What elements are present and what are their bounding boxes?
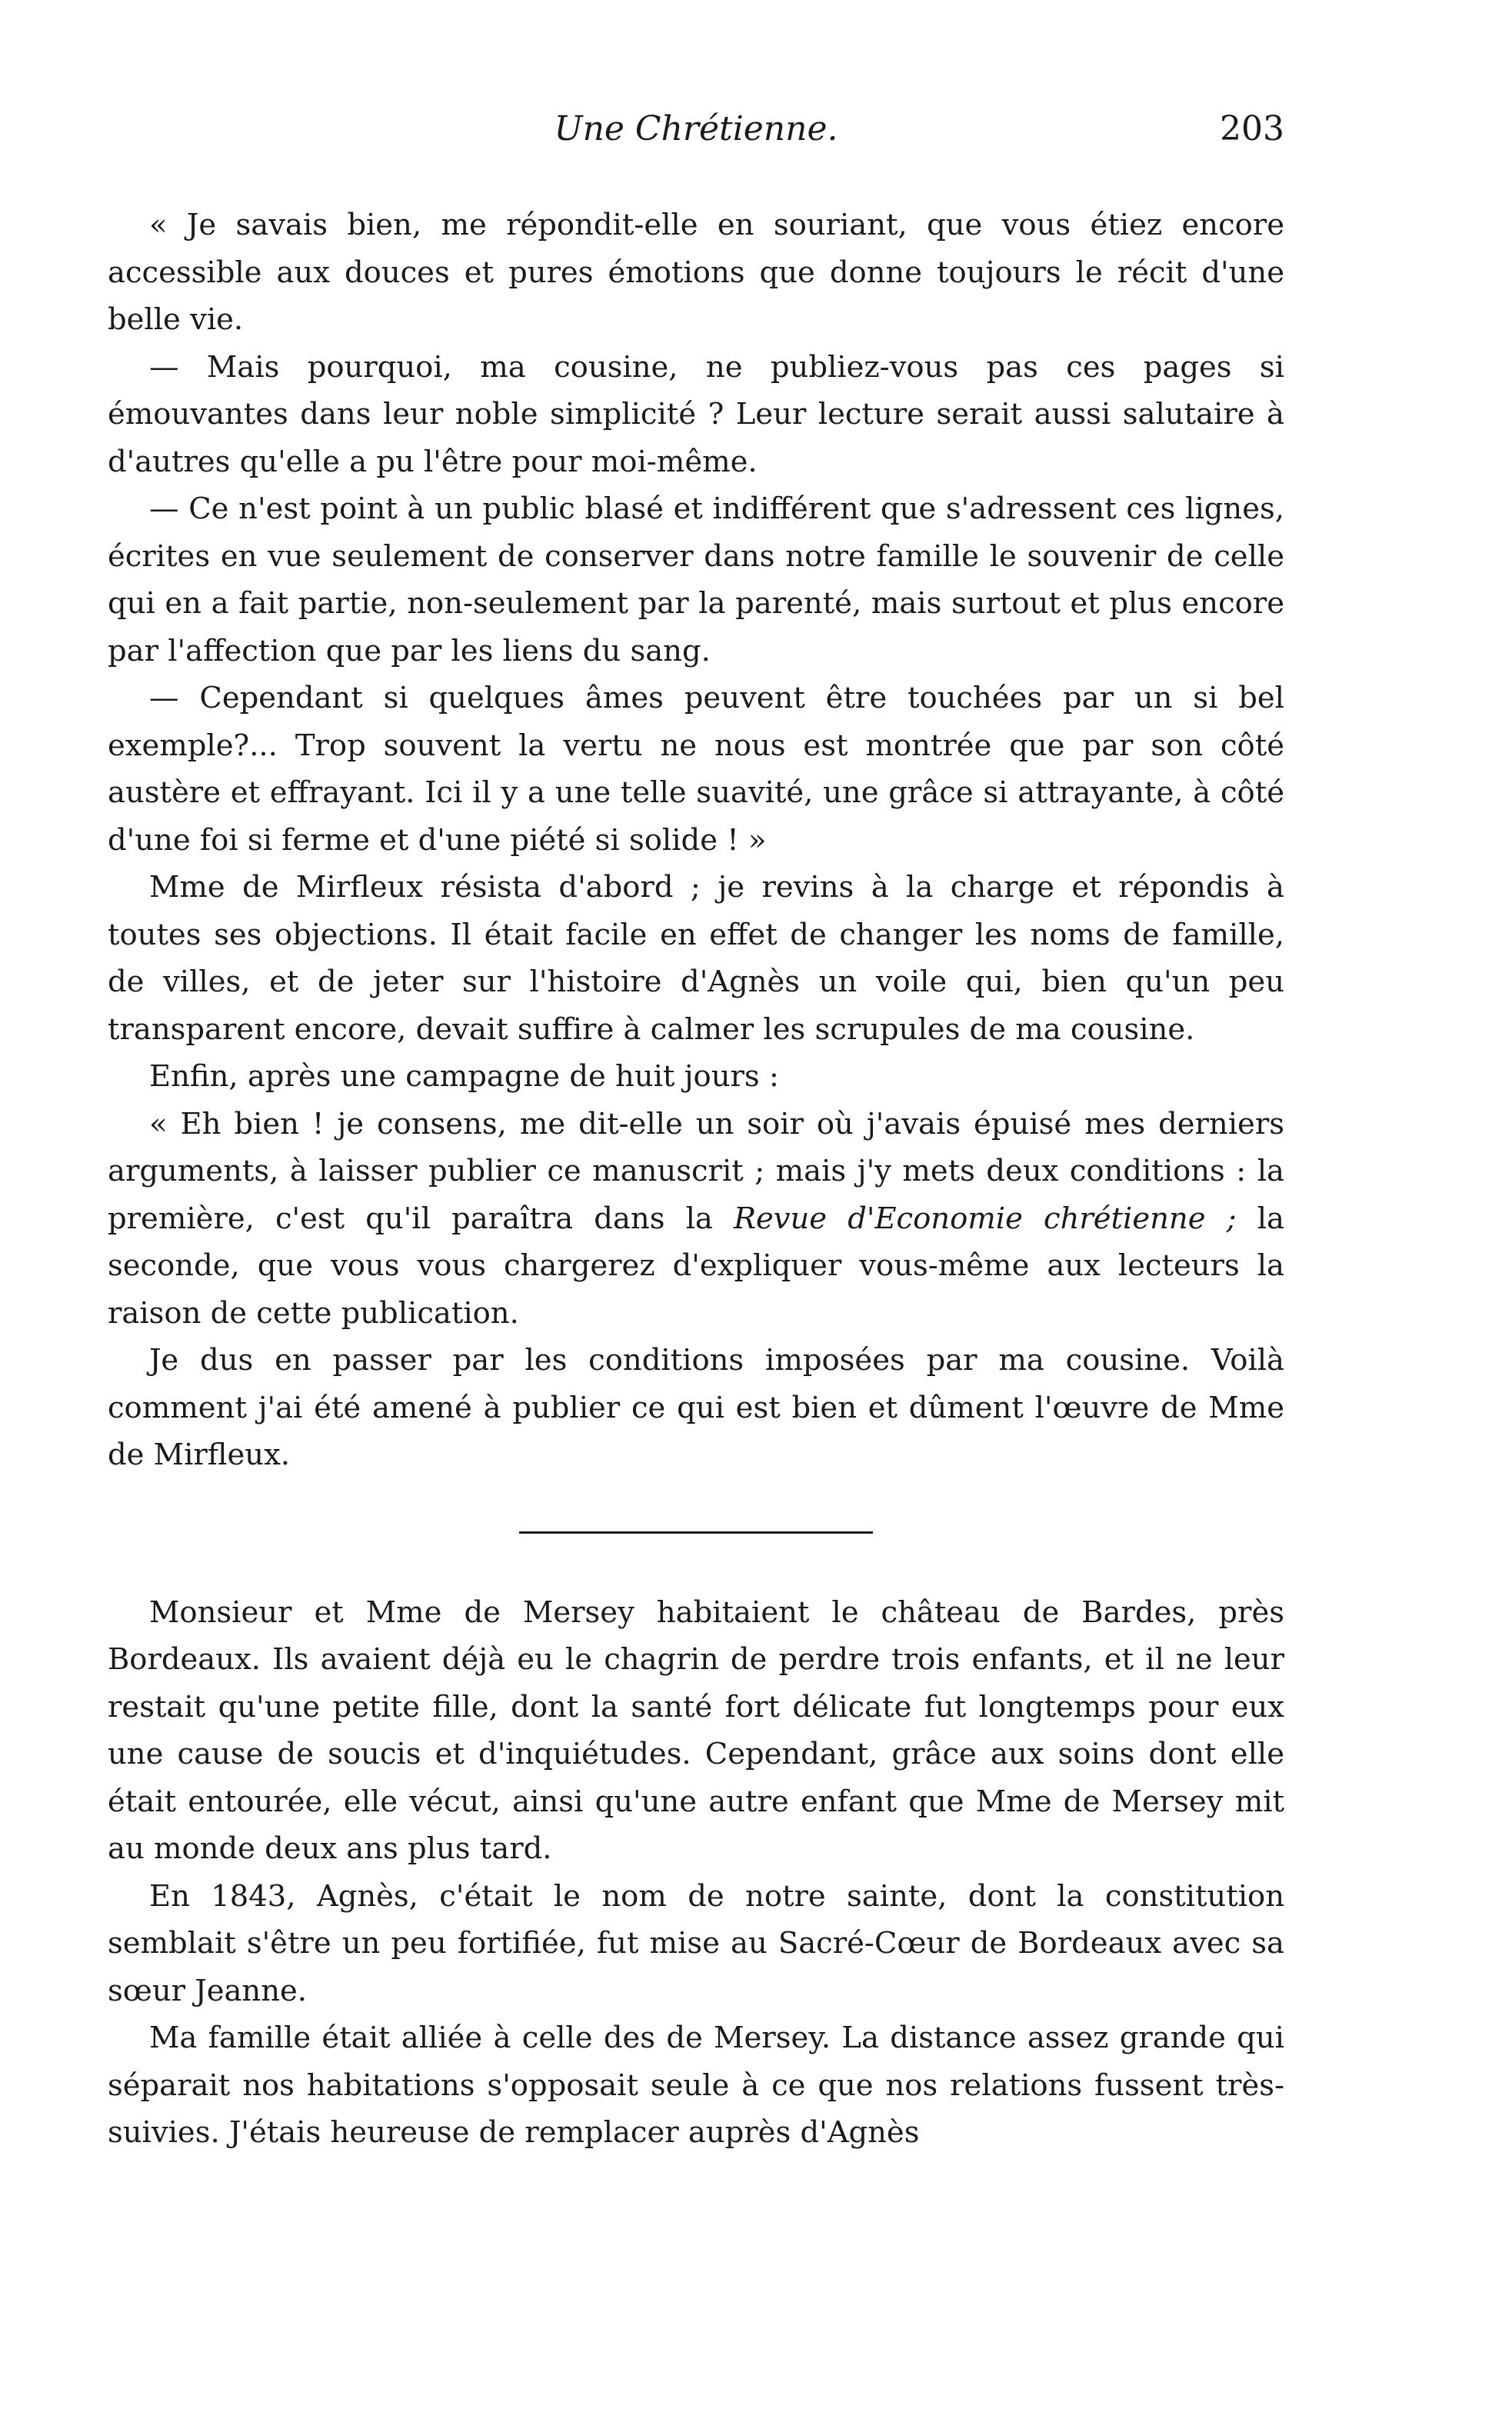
paragraph: Monsieur et Mme de Mersey habitaient le château de Bardes, près Bordeaux. Ils avaient déjà eu le chagrin de perdre trois enfants, et il ne leur restait qu'une petite fille, dont la santé fort délicate fut longtemps pour eux une cause de soucis et d'inquiétudes. Cependant, grâce aux soins dont elle était entourée, elle vécut, ainsi qu'une autre enfant que Mme de Mersey mit au monde deux ans plus tard.: [108, 1594, 1284, 1866]
paragraph-text: « Eh bien ! je consens, me dit-elle un soir où j'avais épuisé mes derniers arguments, à laisser publier ce manuscrit ; mais j'y mets deux conditions : la première, c'est qu'il paraîtra dans la: [108, 1106, 1284, 1236]
paragraph: — Ce n'est point à un public blasé et indifférent que s'adressent ces lignes, écrites en vue seulement de conserver dans notre famille le souvenir de celle qui en a fait partie, non-seulement par la parenté, mais surtout et plus encore par l'affection que par les liens du sang.: [108, 491, 1284, 668]
paragraph: Ma famille était alliée à celle des de Mersey. La distance assez grande qui séparait nos habitations s'opposait seule à ce que nos relations fussent très-suivies. J'étais heureuse de remplacer auprès d'Agnès: [108, 2021, 1284, 2150]
journal-title: Revue d'Economie chrétienne ;: [733, 1201, 1237, 1236]
paragraph: — Mais pourquoi, ma cousine, ne publiez-vous pas ces pages si émouvantes dans leur noble simplicité ? Leur lecture serait aussi salutaire à d'autres qu'elle a pu l'être pour moi-même.: [108, 349, 1284, 479]
running-title: Une Chrétienne.: [554, 109, 838, 148]
paragraph: « Je savais bien, me répondit-elle en souriant, que vous étiez encore accessible aux douces et pures émotions que donne toujours le récit d'une belle vie.: [108, 208, 1284, 337]
paragraph: — Cependant si quelques âmes peuvent être touchées par un si bel exemple?... Trop souvent la vertu ne nous est montrée que par son côté austère et effrayant. Ici il y a une telle suavité, une grâce si attrayante, à côté d'une foi si ferme et d'une piété si solide ! »: [108, 681, 1284, 858]
body-text: [108, 202, 1284, 2157]
paragraph: En 1843, Agnès, c'était le nom de notre sainte, dont la constitution semblait s'être un peu fortifiée, fut mise au Sacré-Cœur de Bordeaux avec sa sœur Jeanne.: [108, 1878, 1284, 2008]
paragraph: Enfin, après une campagne de huit jours :: [149, 1059, 779, 1094]
paragraph: Je dus en passer par les conditions imposées par ma cousine. Voilà comment j'ai été amené à publier ce qui est bien et dûment l'œuvre de Mme de Mirfleux.: [108, 1343, 1284, 1472]
paragraph: [108, 1101, 1284, 1338]
paragraph-text: la seconde, que vous vous chargerez d'expliquer vous-même aux lecteurs la raison de cette publication.: [108, 1201, 1284, 1331]
section-divider: [519, 1531, 873, 1534]
page-header: [108, 106, 1284, 160]
page-number: 203: [1220, 109, 1284, 148]
paragraph: Mme de Mirfleux résista d'abord ; je revins à la charge et répondis à toutes ses objections. Il était facile en effet de changer les noms de famille, de villes, et de jeter sur l'histoire d'Agnès un voile qui, bien qu'un peu transparent encore, devait suffire à calmer les scrupules de ma cousine.: [108, 870, 1284, 1047]
